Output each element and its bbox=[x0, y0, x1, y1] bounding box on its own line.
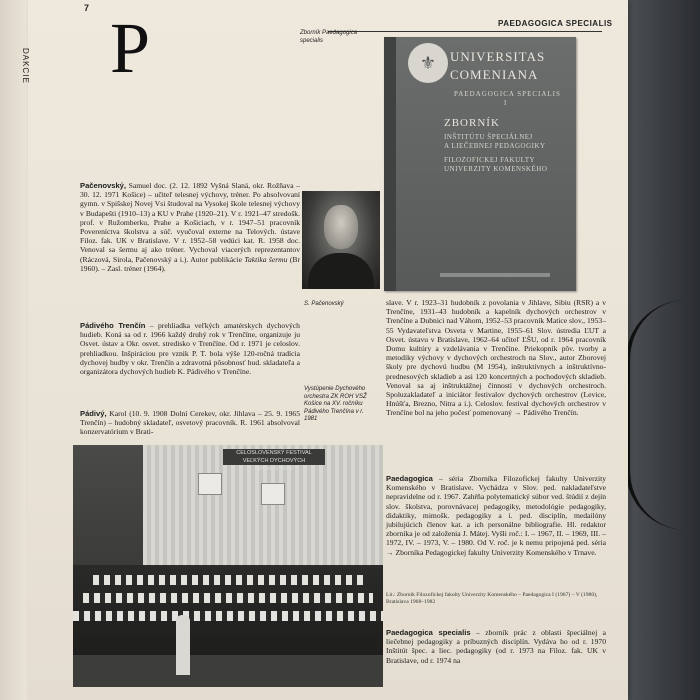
entry-term: Pačenovský, bbox=[80, 181, 127, 190]
entry-tail: (Br 1960). – Zasl. tréner (1964). bbox=[80, 254, 300, 273]
entry-padiveho-trencin bbox=[80, 321, 300, 376]
background-desk bbox=[628, 0, 700, 700]
entry-text: Samuel doc. (2. 12. 1892 Vyšná Slaná, okr. Rožňava – 30. 12. 1971 Košice) – učiteľ telesnej výchovy, tréner. Po absolvovaní gymn. v Spišskej Novej Vsi študoval na Vysokej škole telesnej výchovy v Budapešti (1910–13) a KU v Prahe (1920–21). V r. 1921–47 stredošk. prof. v Ružomberku, Prahe a Košiciach, v r. 1947–51 pracovník Povereníctva školstva a súč. vyučoval externe na Telových. ústave Filoz. fak. UK v Bratislave. V r. 1952–58 vedúci kat. R. 1958 doc. Venoval sa šermu aj ako tréner. Vychoval viacerých reprezentantov (Ráczová, Sirola, Pačenovský a i.). Autor publikácie bbox=[80, 181, 300, 264]
entry-text: Karol (10. 9. 1908 Dolní Cerekev, okr. Jihlava – 25. 9. 1965 Trenčín) – hudobný skladateľ, osvetový pracovník. R. 1961 absolvoval konzervatórium v Brati- bbox=[80, 409, 300, 437]
portrait-face bbox=[324, 205, 358, 249]
left-page-fragment: DAKCIE bbox=[21, 48, 30, 84]
entry-term: Paedagogica specialis bbox=[386, 628, 471, 637]
emblem-right bbox=[261, 483, 285, 505]
musicians-row-middle bbox=[83, 593, 373, 603]
orchestra-photo bbox=[73, 445, 383, 687]
cover-line-5: ZBORNÍK bbox=[444, 117, 500, 129]
festival-banner bbox=[223, 449, 325, 472]
header-rule bbox=[328, 31, 602, 32]
cover-imprint bbox=[440, 273, 550, 277]
book-spine bbox=[384, 37, 396, 291]
literature-note: Lit.: Zborník Filozofickej fakulty Univerzity Komenského – Paedagogica I (1967) – V (1980), Bratislava 1968–1982 bbox=[386, 592, 598, 605]
cover-line-3: PAEDAGOGICA SPECIALIS bbox=[454, 90, 561, 98]
cover-line-2: COMENIANA bbox=[450, 67, 539, 82]
portrait-photo bbox=[302, 191, 380, 289]
entry-term: Pádivý, bbox=[80, 409, 107, 418]
entry-text: slave. V r. 1923–31 hudobník z povolania v Jihlave, Sibiu (RSR) a v Trenčíne, 1931–43 hudobník a kapelník dychových orchestrov v Trenčíne a Dubnici nad Váhom, 1952–53 pracovník Matice slov., 1953–55 Vydavateľstva Osveta v Martine, 1955–61 Slov. ústredia ĽUT a Osvet. ústavu v Bratislave, 1962–64 učiteľ ĽŠU, od r. 1964 pracovník Domu kultúry a vzdelávania v Trenčíne. Priekopník pôv. tvorby a metodiky výchovy v dychových orchestroch na Slov., autor Zborovej školy pre dychovú hudbu (M 1954), inštruktívnych a inštruktívno-prednesových skladieb a asi 120 koncertných a pochodových skladieb. Venoval sa aj inštruktážnej činnosti v dychových orchestroch. Spoluzakladateľ a iniciátor festivalov dychových orchestrov (Levice, Hnúšťa, Brezno, Nitra a i.). Celoslov. festival dychových orchestrov v Trenčíne bol na jeho počesť pomenovaný → Pádivého Trenčín. bbox=[386, 298, 606, 418]
cover-line-8: FILOZOFICKEJ FAKULTY bbox=[444, 156, 536, 164]
running-head: PAEDAGOGICA SPECIALIS bbox=[498, 19, 613, 28]
page-number: 7 bbox=[84, 3, 90, 13]
conductor bbox=[176, 615, 190, 675]
entry-term: Pádivého Trenčín bbox=[80, 321, 146, 330]
cover-line-7: A LIEČEBNEJ PEDAGOGIKY bbox=[444, 142, 546, 150]
entry-padivy-continued bbox=[386, 298, 606, 418]
cover-line-4: I bbox=[504, 99, 507, 107]
entry-text: – zborník prác z oblasti špeciálnej a liečebnej pedagogiky a príbuzných disciplín. Vydáva ho od r. 1970 Inštitút špec. a liec. pedagogiky (od r. 1973 na Filoz. fak. UK v Bratislave, od r. 1974 na bbox=[386, 628, 606, 665]
entry-text: – prehliadka veľkých amatérskych dychových hudieb. Koná sa od r. 1966 každý druhý rok v Trenčíne, organizuje ju Osvet. ústav a Okr. osvet. stredisko v Trenčíne. Od r. 1971 je celoslov. prehliadkou. Inšpiráciou pre vznik P. T. bola výše 120-ročná tradícia dychovej hudby v okr. Trenčín a zdravotná pôsobnosť hud. skladateľa a organizátora dychových hudieb K. Pádivého v Trenčíne. bbox=[80, 321, 300, 377]
university-seal-icon: ⚜ bbox=[408, 43, 448, 83]
portrait-coat bbox=[308, 253, 374, 289]
entry-paedagogica bbox=[386, 474, 606, 557]
book-caption: Zborník Paedagogica specialis bbox=[300, 30, 358, 44]
emblem-left bbox=[198, 473, 222, 495]
banner-line-1: CELOSLOVENSKÝ FESTIVAL bbox=[236, 450, 312, 456]
musicians-row-back bbox=[93, 575, 363, 585]
section-letter: P bbox=[110, 8, 151, 88]
cover-line-6: INŠTITÚTU ŠPECIÁLNEJ bbox=[444, 133, 533, 141]
book-cover-image bbox=[384, 37, 576, 291]
entry-text: – séria Zborníka Filozofickej fakulty Univerzity Komenského v Bratislave. Vychádza v Slov. ped. nakladateľstve nepravidelne od r. 1967. Zahŕňa polytematický súbor ved. štúdií z dejín slov. školstva, porovnávacej pedagogiky, metodológie pedagogiky, didaktiky, mimošk. pedagogiky a i. ped. disciplín, medailóny jubilujúcich členov kat. a ich personálne bibliografie. Hl. redaktor zborníka je od založenia J. Mátej. Vyšli roč.: I. – 1967, II. – 1969, III. – 1972, IV. – 1973, V. – 1980. Od V. roč. je k nemu pripojená ped. séria → Zborníka Pedagogickej fakulty Univerzity Komenského v Trnave. bbox=[386, 474, 606, 557]
banner-line-2: VEĽKÝCH DYCHOVÝCH ORCHESTROV bbox=[242, 458, 306, 472]
musicians-row-front bbox=[73, 611, 383, 621]
cable bbox=[626, 300, 700, 530]
portrait-caption: S. Pačenovský bbox=[304, 301, 344, 307]
entry-padivy bbox=[80, 409, 300, 437]
photo-floor bbox=[73, 655, 383, 687]
cover-line-1: UNIVERSITAS bbox=[450, 49, 546, 64]
entry-pacenovsky bbox=[80, 181, 300, 273]
entry-paedagogica-specialis bbox=[386, 628, 606, 665]
left-page-edge bbox=[0, 0, 30, 700]
entry-title: Taktika šermu bbox=[244, 254, 288, 264]
photo-caption: Vystúpenie Dychového orchestra ZK ROH VSŽ Košice na XV. ročníku Pádivého Trenčína v r. 1981 bbox=[304, 386, 367, 422]
cover-line-9: UNIVERZITY KOMENSKÉHO bbox=[444, 165, 548, 173]
entry-term: Paedagogica bbox=[386, 474, 433, 483]
